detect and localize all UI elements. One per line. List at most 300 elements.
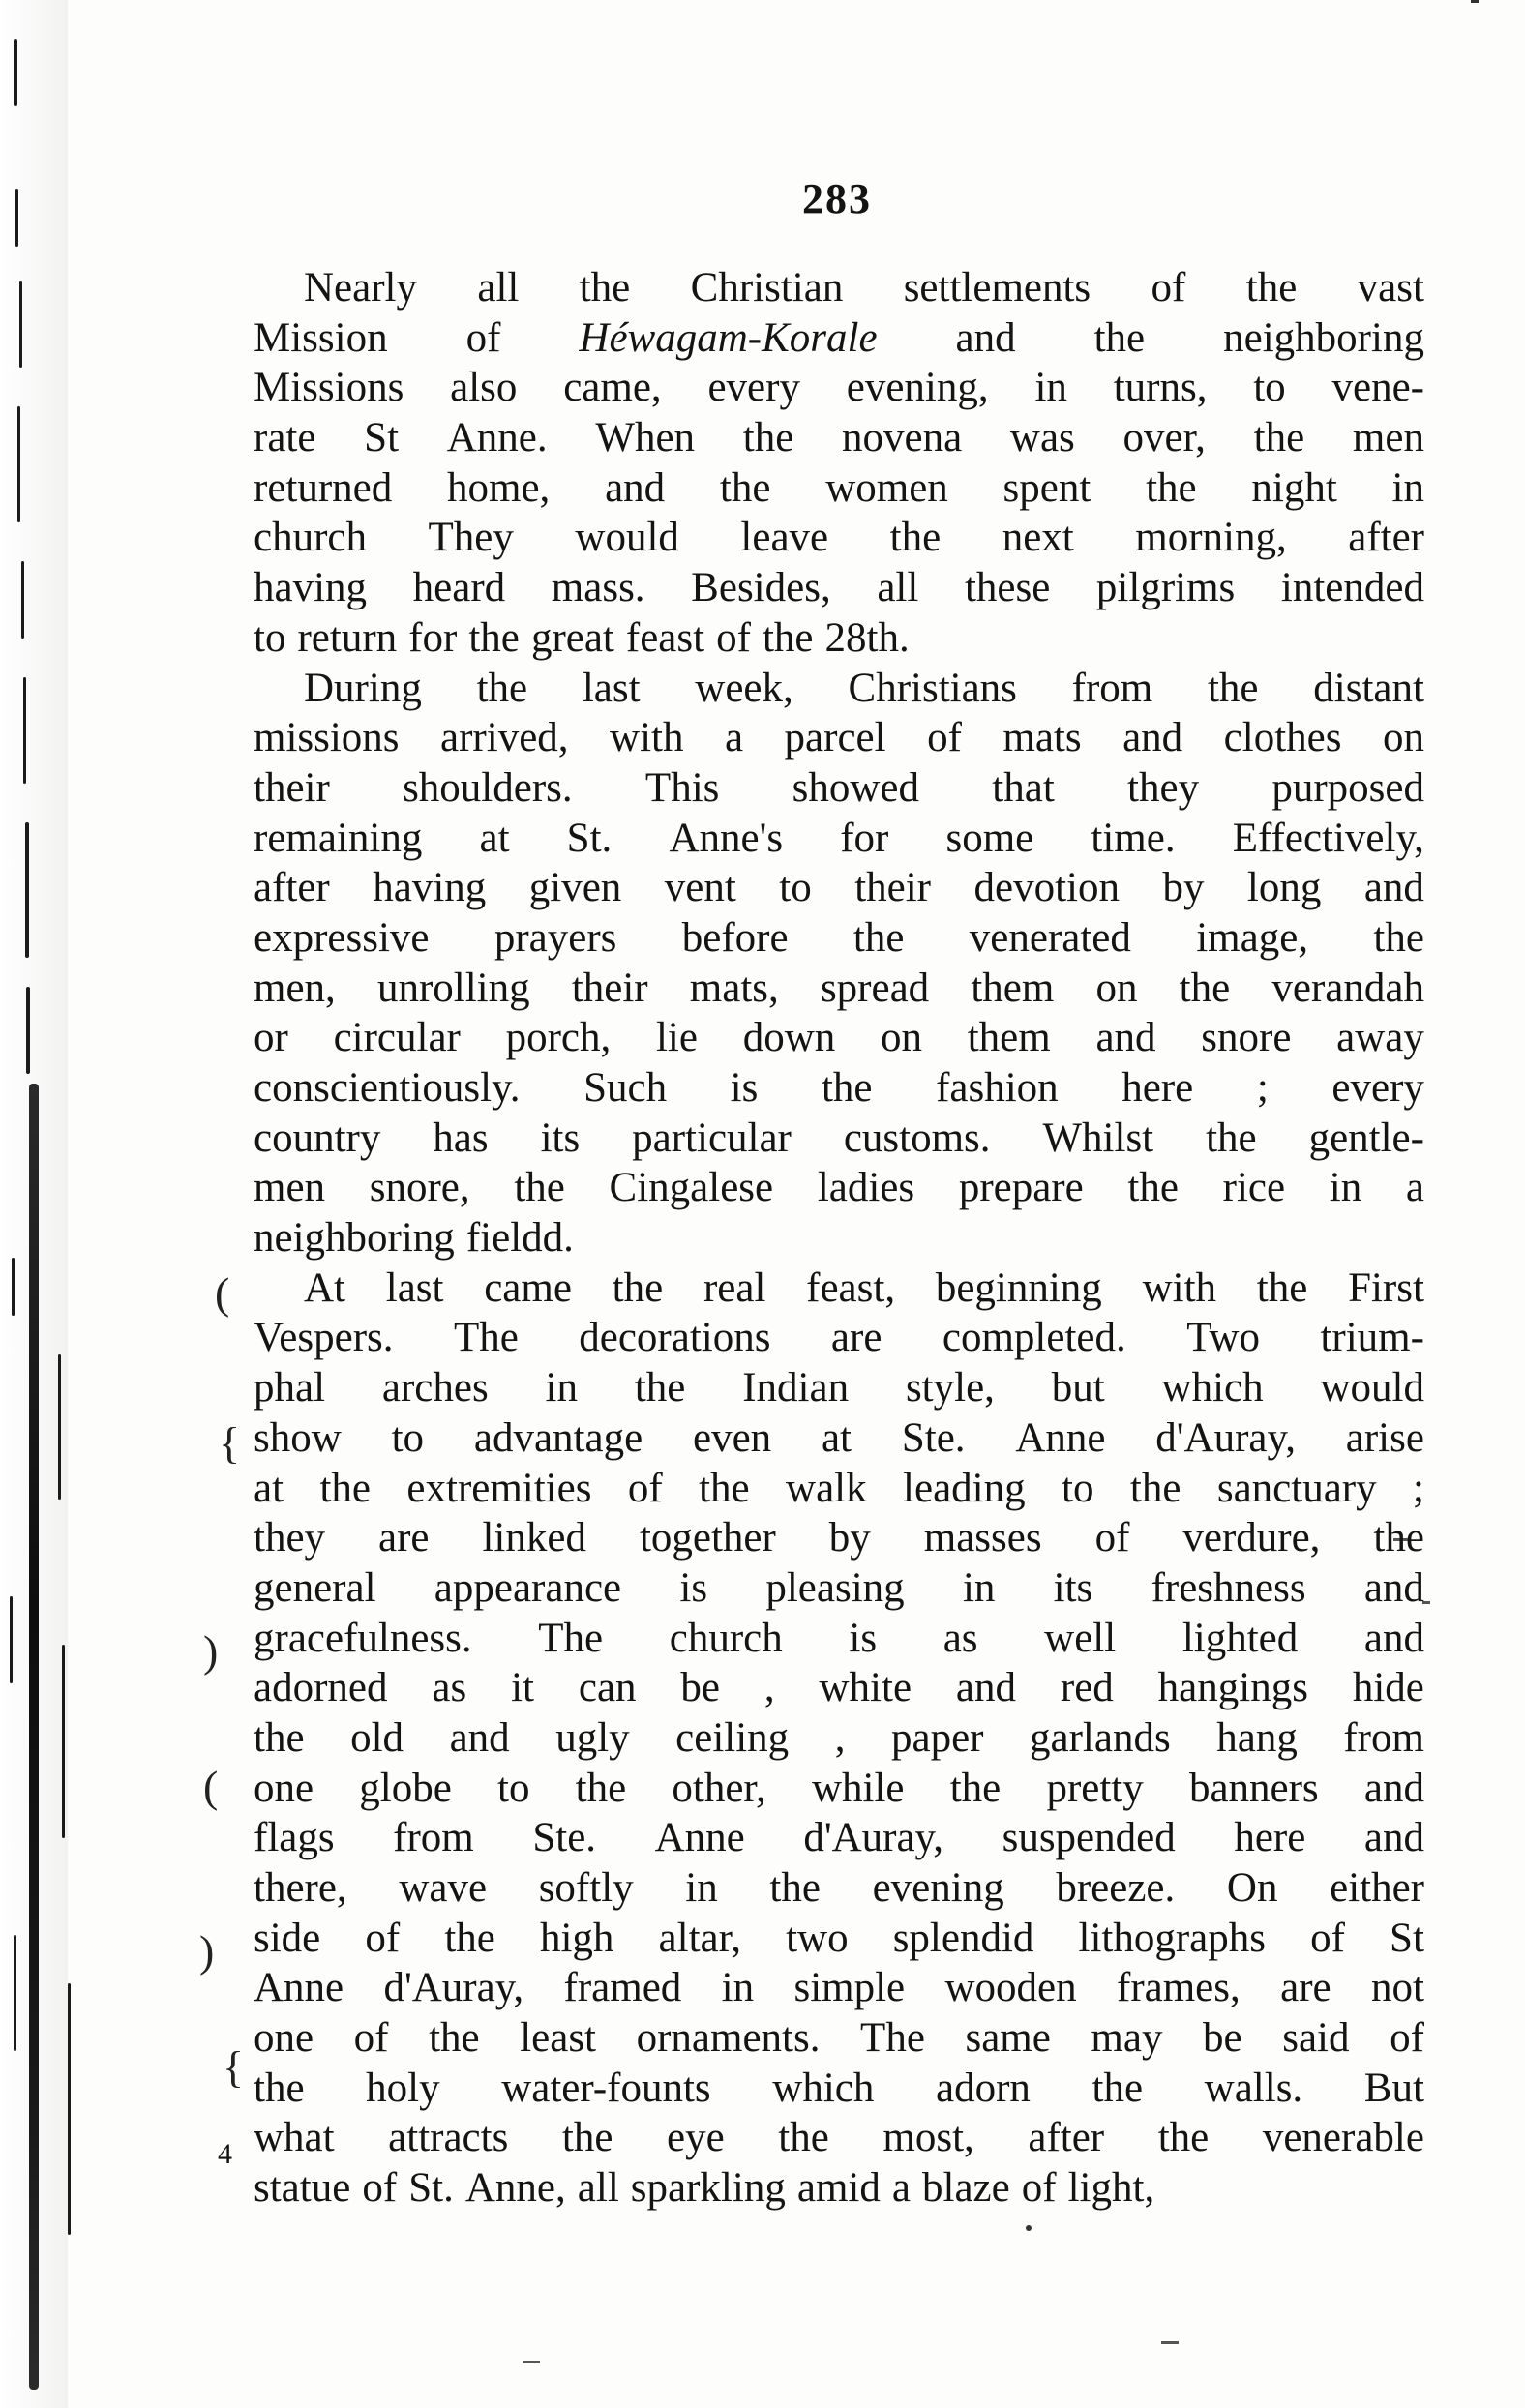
word: morning,: [1135, 515, 1287, 561]
scan-mark: [17, 406, 20, 522]
word: breeze.: [1056, 1865, 1176, 1911]
word: one: [254, 2015, 314, 2062]
word: linked: [482, 1515, 586, 1561]
word: unrolling: [376, 965, 530, 1011]
word: for: [840, 815, 889, 861]
word: venerable: [1262, 2115, 1424, 2161]
word: away: [1336, 1015, 1424, 1061]
word: the: [769, 1865, 821, 1911]
binding-shadow: [29, 1084, 39, 2390]
word: ceiling: [675, 1714, 790, 1761]
text-line: [254, 413, 1424, 463]
text-line: [254, 1563, 1424, 1614]
word: of: [1310, 1915, 1345, 1961]
word: their: [254, 764, 330, 811]
word: having: [373, 865, 487, 911]
word: showed: [792, 764, 920, 811]
word: particular: [632, 1115, 792, 1161]
word: the: [514, 1165, 565, 1211]
word: holy: [366, 2065, 440, 2111]
text-line: [254, 913, 1424, 964]
word: the: [949, 1765, 1002, 1811]
word: would: [1320, 1365, 1424, 1412]
text-line: [254, 1263, 1424, 1314]
word: snore,: [369, 1165, 470, 1211]
text-line: [254, 613, 1424, 664]
word: leave: [740, 515, 829, 561]
word: at: [254, 1465, 284, 1511]
word: given: [528, 865, 622, 911]
word: verdure,: [1182, 1515, 1321, 1561]
word: St: [1390, 1915, 1424, 1961]
word: mats,: [689, 965, 779, 1011]
word: also: [450, 365, 518, 411]
word: ladies: [817, 1165, 915, 1211]
text-line: [254, 1213, 1424, 1263]
word: women: [825, 464, 948, 511]
word: eye: [667, 2115, 725, 2161]
word: adorn: [935, 2065, 1031, 2111]
word: freshness: [1151, 1564, 1306, 1611]
word: white: [819, 1665, 912, 1711]
word: the: [762, 614, 814, 661]
word: country: [254, 1115, 381, 1161]
word: the: [742, 415, 794, 461]
word: globe: [359, 1765, 452, 1811]
margin-bracket: {: [223, 2042, 245, 2092]
word: St.: [566, 815, 613, 861]
word: the: [1207, 665, 1259, 711]
word: completed.: [942, 1315, 1126, 1361]
word: after: [254, 865, 330, 911]
word: During: [304, 665, 422, 711]
word: from: [1343, 1714, 1424, 1761]
word: either: [1330, 1865, 1424, 1911]
word: the: [1373, 914, 1424, 961]
word: gentle-: [1308, 1115, 1424, 1161]
word: high: [539, 1915, 614, 1961]
word: and: [1363, 1815, 1424, 1861]
word: to: [254, 614, 286, 661]
word: the: [1245, 265, 1298, 311]
text-line: [254, 1163, 1424, 1213]
word: here: [1234, 1815, 1306, 1861]
body-text: [254, 263, 1424, 2214]
word: splendid: [892, 1915, 1034, 1961]
word: Ste.: [901, 1414, 966, 1461]
word: clothes: [1223, 715, 1342, 761]
word: mass.: [551, 565, 645, 611]
word: the: [1206, 1115, 1257, 1161]
word: attracts: [388, 2115, 509, 2161]
word: the: [1129, 1465, 1181, 1511]
word: at: [479, 815, 510, 861]
word: on: [881, 1015, 922, 1061]
word: novena: [842, 415, 963, 461]
word: statue: [254, 2165, 351, 2212]
word: the: [1127, 1165, 1179, 1211]
word: The: [860, 2015, 925, 2062]
margin-bracket: ): [199, 1926, 215, 1976]
word: St: [364, 415, 400, 461]
word: every: [707, 365, 800, 411]
word: well: [1044, 1615, 1117, 1661]
word: can: [578, 1665, 637, 1711]
word: all: [577, 2165, 619, 2212]
word: the: [444, 1915, 495, 1961]
word: which: [772, 2065, 875, 2111]
word: on: [1095, 965, 1138, 1011]
word: in: [1391, 464, 1424, 511]
word: light,: [1067, 2165, 1155, 2212]
word: them: [971, 965, 1055, 1011]
word: style,: [905, 1365, 995, 1412]
word: The: [538, 1615, 604, 1661]
word: is: [849, 1615, 878, 1661]
word: which: [1161, 1365, 1264, 1412]
word: Anne: [1015, 1414, 1106, 1461]
text-line: [254, 563, 1424, 613]
word: porch,: [505, 1015, 612, 1061]
word: week,: [695, 665, 793, 711]
word: the: [254, 1714, 305, 1761]
word: adorned: [254, 1665, 388, 1711]
word: are: [378, 1515, 430, 1561]
word: distant: [1313, 665, 1424, 711]
margin-bracket: (: [203, 1762, 219, 1811]
word: one: [254, 1765, 314, 1811]
word: This: [644, 764, 720, 811]
word: general: [254, 1564, 376, 1611]
word: pretty: [1046, 1765, 1144, 1811]
word: Two: [1186, 1315, 1261, 1361]
word: ,: [834, 1714, 846, 1761]
word: was: [1009, 415, 1075, 461]
word: a: [891, 2165, 911, 2212]
word: last: [582, 665, 641, 711]
scan-mark: [25, 822, 29, 958]
word: of: [1151, 265, 1186, 311]
word: walls.: [1204, 2065, 1303, 2111]
word: d'Auray,: [803, 1815, 944, 1861]
word: rice: [1222, 1165, 1286, 1211]
word: some: [945, 815, 1034, 861]
word: the: [821, 1065, 873, 1111]
text-line: [254, 1764, 1424, 1814]
word: for: [408, 614, 458, 661]
word: they: [254, 1515, 326, 1561]
word: men: [254, 1165, 326, 1211]
word: and: [955, 1665, 1017, 1711]
word: Vespers.: [254, 1315, 394, 1361]
scan-mark: [68, 1983, 71, 2235]
margin-note: 4: [218, 2138, 232, 2170]
word: of: [1094, 1515, 1130, 1561]
word: the: [699, 1465, 750, 1511]
word: there,: [254, 1865, 347, 1911]
word: long: [1246, 865, 1322, 911]
word: wave: [399, 1865, 488, 1911]
margin-bracket: ): [203, 1626, 219, 1676]
word: is: [679, 1564, 708, 1611]
word: a: [1405, 1165, 1424, 1211]
word: image,: [1196, 914, 1309, 961]
word: the: [429, 2015, 480, 2062]
ink-dash: [523, 2361, 540, 2363]
word: feast: [625, 614, 705, 661]
word: Anne,: [464, 2165, 566, 2212]
word: St.: [408, 2165, 454, 2212]
word: ornaments.: [636, 2015, 821, 2062]
word: prepare: [958, 1165, 1084, 1211]
word: of: [465, 314, 501, 361]
word: ugly: [555, 1714, 630, 1761]
word: beginning: [935, 1264, 1102, 1311]
word: At: [304, 1264, 345, 1311]
word: feast,: [806, 1264, 896, 1311]
word: show: [254, 1414, 342, 1461]
word: of: [927, 715, 962, 761]
word: Anne: [654, 1815, 745, 1861]
word: vene-: [1331, 365, 1424, 411]
text-line: [254, 763, 1424, 814]
text-line: [254, 664, 1424, 714]
word: same: [965, 2015, 1051, 2062]
text-line: [254, 2013, 1424, 2064]
word: here: [1121, 1065, 1194, 1111]
word: pleasing: [765, 1564, 905, 1611]
word: most,: [882, 2115, 974, 2161]
word: is: [730, 1065, 759, 1111]
word: vast: [1357, 265, 1424, 311]
word: church: [669, 1615, 783, 1661]
word: extremities: [406, 1465, 592, 1511]
word: in: [685, 1865, 718, 1911]
word: all: [477, 265, 520, 311]
text-line: [254, 1413, 1424, 1464]
word: together: [639, 1515, 776, 1561]
word: the: [1146, 464, 1197, 511]
text-line: [254, 1013, 1424, 1063]
word: on: [1382, 715, 1424, 761]
word: the: [1373, 1515, 1424, 1561]
word: its: [1053, 1564, 1093, 1611]
word: Christians: [848, 665, 1017, 711]
word: after: [1348, 515, 1424, 561]
word: turns,: [1113, 365, 1208, 411]
word: Anne: [254, 1965, 344, 2011]
word: over,: [1122, 415, 1206, 461]
word: garlands: [1030, 1714, 1171, 1761]
word: with: [1142, 1264, 1217, 1311]
word: sparkling: [630, 2165, 786, 2212]
text-line: [254, 814, 1424, 864]
word: Indian: [742, 1365, 850, 1412]
word: the: [1179, 965, 1231, 1011]
text-line: [254, 2163, 1424, 2214]
scan-mark: [58, 1354, 61, 1500]
word: ,: [763, 1665, 775, 1711]
word: said: [1282, 2015, 1350, 2062]
word: Nearly: [304, 265, 417, 311]
word: spread: [820, 965, 930, 1011]
word: Ste.: [532, 1815, 597, 1861]
word: the: [579, 265, 631, 311]
word: the: [254, 2065, 305, 2111]
word: next: [1002, 515, 1074, 561]
word: in: [545, 1365, 578, 1412]
word: be: [680, 1665, 720, 1711]
word: evening,: [846, 365, 989, 411]
word: night: [1251, 464, 1337, 511]
word: customs.: [843, 1115, 991, 1161]
word: in: [1034, 365, 1067, 411]
text-line: [254, 2064, 1424, 2114]
word: the: [468, 614, 520, 661]
word: phal: [254, 1365, 326, 1412]
text-line: [254, 863, 1424, 913]
word: flags: [254, 1815, 335, 1861]
scan-mark: [14, 1935, 16, 2051]
word: of: [627, 1465, 663, 1511]
word: or: [254, 1015, 288, 1061]
word: suspended: [1002, 1815, 1176, 1861]
word: evening: [872, 1865, 1004, 1911]
word: and: [1363, 1564, 1424, 1611]
word: the: [852, 914, 905, 961]
word: Mission: [254, 314, 388, 361]
text-line: [254, 1813, 1424, 1863]
text-line: [254, 263, 1424, 313]
word: from: [1071, 665, 1153, 711]
word: and: [1363, 865, 1424, 911]
word: decorations: [579, 1315, 771, 1361]
word: hang: [1216, 1714, 1298, 1761]
text-line: [254, 1713, 1424, 1764]
word: 28th.: [824, 614, 910, 661]
word: and: [955, 314, 1016, 361]
word: missions: [254, 715, 400, 761]
text-line: [254, 1614, 1424, 1664]
word: vent: [664, 865, 736, 911]
word: gracefulness.: [254, 1615, 472, 1661]
word: all: [877, 565, 919, 611]
word: has: [433, 1115, 489, 1161]
word: a: [724, 715, 744, 761]
word: When: [595, 415, 696, 461]
word: settlements: [903, 265, 1091, 311]
word: remaining: [254, 815, 423, 861]
scan-mark: [12, 1258, 15, 1316]
word: to: [1253, 365, 1286, 411]
word: would: [575, 515, 679, 561]
word: real: [703, 1264, 766, 1311]
word: banners: [1188, 1765, 1319, 1811]
word: d'Auray,: [1155, 1414, 1296, 1461]
word: are: [1280, 1965, 1331, 2011]
text-line: [254, 1114, 1424, 1164]
word: the: [575, 1765, 627, 1811]
word: to: [391, 1414, 425, 1461]
word: paper: [891, 1714, 984, 1761]
text-line: [254, 713, 1424, 763]
word: But: [1363, 2065, 1424, 2111]
word: before: [681, 914, 789, 961]
word: walk: [786, 1465, 867, 1511]
word: masses: [923, 1515, 1042, 1561]
word: Héwagam-Korale: [579, 314, 878, 361]
word: time.: [1091, 815, 1176, 861]
word: hide: [1352, 1665, 1424, 1711]
word: conscientiously.: [254, 1065, 521, 1111]
scan-mark: [26, 987, 30, 1074]
word: down: [742, 1015, 836, 1061]
word: expressive: [254, 914, 430, 961]
word: devotion: [973, 865, 1120, 911]
ink-speck: [1026, 2225, 1032, 2231]
word: Effectively,: [1232, 815, 1424, 861]
word: the: [1253, 415, 1305, 461]
text-line: [254, 1063, 1424, 1114]
word: neighboring: [1223, 314, 1424, 361]
word: On: [1226, 1865, 1278, 1911]
word: trium-: [1320, 1315, 1424, 1361]
word: the: [634, 1365, 686, 1412]
word: while: [811, 1765, 905, 1811]
word: their: [571, 965, 648, 1011]
word: Whilst: [1042, 1115, 1154, 1161]
word: with: [610, 715, 684, 761]
word: in: [721, 1965, 755, 2011]
word: amid: [796, 2165, 881, 2212]
word: rate: [254, 415, 316, 461]
word: prayers: [493, 914, 617, 961]
word: least: [520, 2015, 597, 2062]
text-line: [254, 513, 1424, 563]
word: and: [1363, 1765, 1424, 1811]
text-line: [254, 1914, 1424, 1964]
word: Such: [583, 1065, 668, 1111]
word: blaze: [922, 2165, 1010, 2212]
word: framed: [563, 1965, 682, 2011]
word: be: [1203, 2015, 1242, 2062]
margin-bracket: (: [215, 1268, 230, 1318]
word: First: [1348, 1264, 1424, 1311]
word: to: [1062, 1465, 1094, 1511]
word: leading: [903, 1465, 1026, 1511]
word: snore: [1201, 1015, 1292, 1061]
word: Anne.: [446, 415, 548, 461]
word: and: [449, 1714, 510, 1761]
word: to: [497, 1765, 530, 1811]
word: Cingalese: [609, 1165, 774, 1211]
word: of: [1021, 2165, 1057, 2212]
word: old: [350, 1714, 404, 1761]
text-line: [254, 313, 1424, 364]
word: their: [854, 865, 932, 911]
page-number: 283: [802, 175, 872, 223]
word: it: [511, 1665, 534, 1711]
word: Missions: [254, 365, 404, 411]
text-line: [254, 1313, 1424, 1363]
word: hangings: [1157, 1665, 1308, 1711]
word: pilgrims: [1095, 565, 1236, 611]
margin-bracket: {: [219, 1418, 241, 1468]
word: purposed: [1271, 764, 1424, 811]
word: as: [432, 1665, 467, 1711]
word: lie: [655, 1015, 698, 1061]
word: Anne's: [669, 815, 784, 861]
